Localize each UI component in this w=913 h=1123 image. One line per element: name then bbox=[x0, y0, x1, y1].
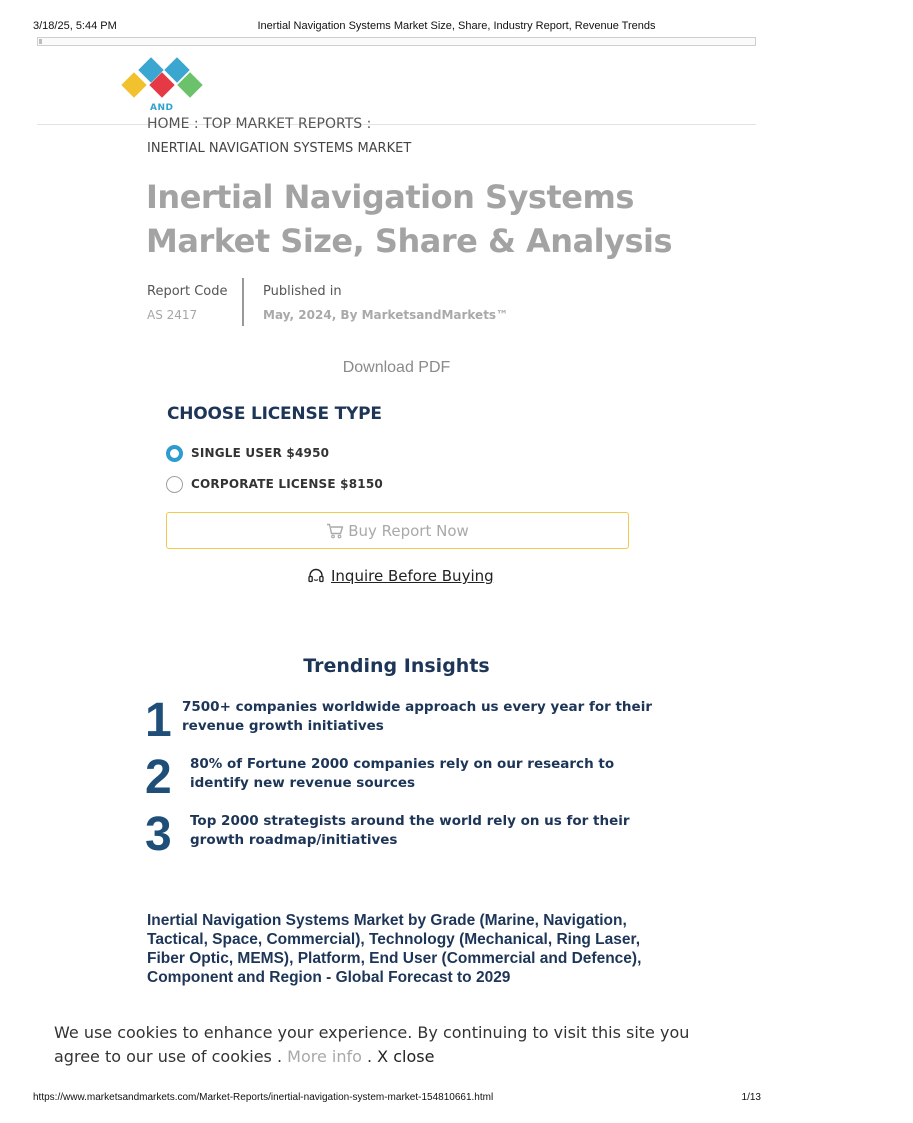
cookie-close-button[interactable]: X close bbox=[377, 1047, 435, 1066]
insight-text: 7500+ companies worldwide approach us every year for their revenue growth initiatives bbox=[182, 699, 652, 734]
report-code-label: Report Code bbox=[147, 284, 228, 299]
print-url: https://www.marketsandmarkets.com/Market-Reports/inertial-navigation-system-market-154810661.html bbox=[33, 1092, 494, 1103]
meta-separator bbox=[242, 278, 244, 326]
site-logo[interactable] bbox=[120, 57, 208, 117]
license-title: CHOOSE LICENSE TYPE bbox=[167, 404, 382, 424]
trending-title: Trending Insights bbox=[303, 655, 490, 677]
license-option-corporate[interactable] bbox=[166, 474, 383, 494]
page-title-line2: Market Size, Share & Analysis bbox=[146, 222, 673, 260]
scrollbar-grip[interactable] bbox=[39, 39, 42, 44]
insight-number: 3 bbox=[145, 808, 172, 861]
published-value: May, 2024, By MarketsandMarkets™ bbox=[263, 308, 509, 322]
logo-text: AND bbox=[150, 103, 174, 113]
license-option-label: CORPORATE LICENSE $8150 bbox=[191, 477, 383, 491]
cookie-banner bbox=[54, 1021, 694, 1069]
print-page-number: 1/13 bbox=[741, 1092, 761, 1103]
license-option-label: SINGLE USER $4950 bbox=[191, 446, 330, 460]
page-title-line1: Inertial Navigation Systems bbox=[146, 178, 634, 216]
page-title bbox=[146, 175, 673, 263]
breadcrumb-top[interactable]: HOME : TOP MARKET REPORTS : bbox=[147, 116, 372, 132]
cookie-text: We use cookies to enhance your experience. By continuing to visit this site you agree to our use of cookies . bbox=[54, 1023, 690, 1066]
published-label: Published in bbox=[263, 284, 342, 299]
inquire-link-row[interactable] bbox=[307, 567, 494, 585]
cart-icon bbox=[326, 523, 344, 539]
license-option-single[interactable] bbox=[166, 443, 329, 463]
radio-corporate[interactable] bbox=[166, 476, 183, 493]
logo-diamond-yellow bbox=[121, 72, 146, 97]
print-page-title: Inertial Navigation Systems Market Size, Share, Industry Report, Revenue Trends bbox=[257, 20, 656, 32]
cookie-more-info-link[interactable]: More info bbox=[287, 1047, 362, 1066]
report-heading: Inertial Navigation Systems Market by Grade (Marine, Navigation, Tactical, Space, Commercial), Technology (Mechanical, Ring Laser, Fiber Optic, MEMS), Platform, End User (Commercial and Defence), Component and Region - Global Forecast to 2029 bbox=[147, 912, 642, 986]
inquire-before-buying-link[interactable]: Inquire Before Buying bbox=[331, 567, 494, 585]
download-pdf-link[interactable]: Download PDF bbox=[342, 359, 451, 376]
radio-single-user[interactable] bbox=[166, 445, 183, 462]
buy-report-label: Buy Report Now bbox=[348, 521, 469, 540]
report-code-value: AS 2417 bbox=[147, 308, 198, 322]
breadcrumb-clipped bbox=[147, 116, 467, 135]
cookie-separator: . bbox=[361, 1047, 378, 1066]
insight-text: 80% of Fortune 2000 companies rely on our research to identify new revenue sources bbox=[190, 756, 615, 791]
top-scrollbar[interactable] bbox=[37, 37, 756, 46]
insight-number: 2 bbox=[145, 751, 172, 804]
buy-report-button[interactable] bbox=[166, 512, 629, 549]
insight-text: Top 2000 strategists around the world rely on us for their growth roadmap/initiatives bbox=[190, 813, 630, 848]
insight-number: 1 bbox=[145, 694, 172, 747]
headset-icon bbox=[307, 568, 325, 584]
print-date: 3/18/25, 5:44 PM bbox=[33, 20, 117, 32]
breadcrumb-current: INERTIAL NAVIGATION SYSTEMS MARKET bbox=[147, 141, 412, 156]
